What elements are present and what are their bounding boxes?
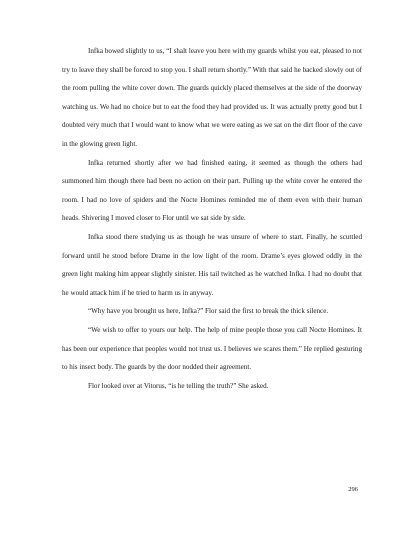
- body-text: [62, 42, 362, 395]
- paragraph: Infka returned shortly after we had finished eating, it seemed as though the others had summoned him though there had been no action on their part. Pulling up the white cover he entered the room. I had no love of spiders and the Nocte Homines reminded me of them even with their human heads. Shivering I moved closer to Flor until we sat side by side.: [62, 158, 362, 223]
- paragraph: Infka bowed slightly to us, “I shalt leave you here with my guards whilst you eat, pleased to not try to leave they shall be forced to stop you. I shall return shortly.” With that said he backed slowly out of the room pulling the white cover down. The guards quickly placed themselves at the side of the doorway watching us. We had no choice but to eat the food they had provided us. It was actually pretty good but I doubted very much that I would want to know what we were eating as we sat on the dirt floor of the cave in the glowing green light.: [62, 47, 362, 148]
- paragraph: Flor looked over at Vitorus, “is he telling the truth?” She asked.: [88, 381, 269, 390]
- paragraph: Infka stood there studying us as though he was unsure of where to start. Finally, he scuttled forward until he stood before Drame in the low light of the room. Drame’s eyes glowed oddly in the green light making him appear slightly sinister. His tail twitched as he watched Infka. I had no doubt that he would attack him if he tried to harm us in anyway.: [62, 232, 362, 297]
- page-number: 296: [348, 486, 358, 493]
- paragraph: “Why have you brought us here, Infka?” Flor said the first to break the thick silence.: [88, 307, 329, 316]
- paragraph: “We wish to offer to yours our help. The help of mine people those you call Nocte Homines. It has been our experience that peoples would not trust us. I believes we scares them.” He replied gesturing to his insect body. The guards by the door nodded their agreement.: [62, 325, 362, 372]
